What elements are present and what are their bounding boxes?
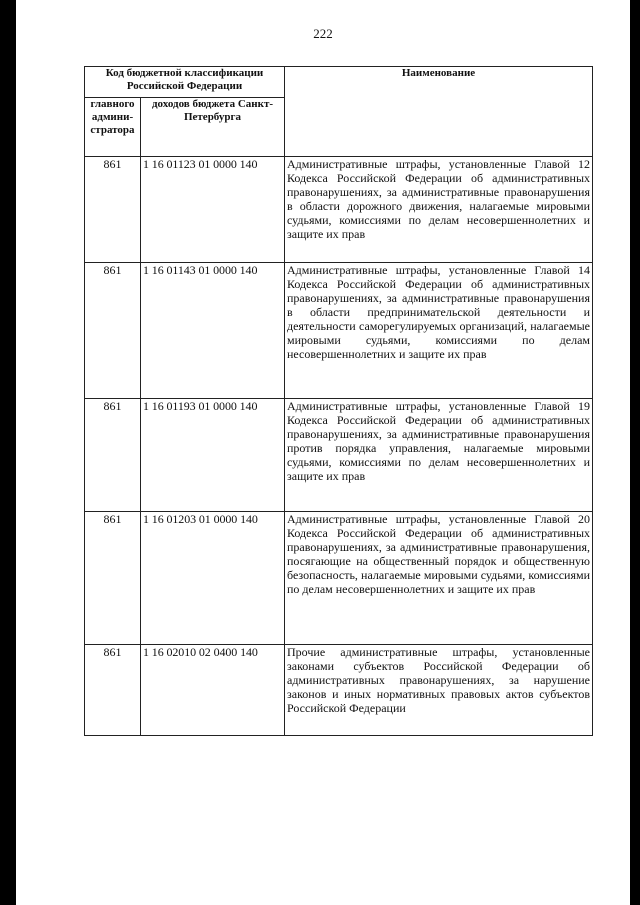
table-row [85,512,593,645]
header-name: Наименование [285,67,593,157]
table-row [85,645,593,736]
administrator-code-cell: 861 [85,157,141,263]
administrator-code-cell: 861 [85,512,141,645]
administrator-code-cell: 861 [85,645,141,736]
income-name-cell: Административные штрафы, установленные Главой 12 Кодекса Российской Федерации об административных правонарушениях, за административные правонарушения в области дорожного движения, налагаемые мировыми судьями, комиссиями по делам несовершеннолетних и защите их прав [285,157,593,263]
header-budget-income: доходов бюджета Санкт-Петербурга [141,98,285,157]
table-row [85,263,593,399]
income-name-cell: Административные штрафы, установленные Главой 14 Кодекса Российской Федерации об административных правонарушениях, за административные правонарушения в области предпринимательской деятельности и деятельности саморегулируемых организаций, налагаемые мировыми судьями, комиссиями по делам несовершеннолетних и защите их прав [285,263,593,399]
income-name-cell: Прочие административные штрафы, установленные законами субъектов Российской Федерации об административных правонарушениях, за нарушение законов и иных нормативных правовых актов субъектов Российской Федерации [285,645,593,736]
income-code-cell: 1 16 01143 01 0000 140 [141,263,285,399]
income-name-cell: Административные штрафы, установленные Главой 20 Кодекса Российской Федерации об административных правонарушениях, за административные правонарушения, посягающие на общественный порядок и общественную безопасность, налагаемые мировыми судьями, комиссиями по делам несовершеннолетних и защите их прав [285,512,593,645]
income-code-cell: 1 16 01193 01 0000 140 [141,399,285,512]
budget-classification-table [84,66,593,736]
income-code-cell: 1 16 01203 01 0000 140 [141,512,285,645]
income-code-cell: 1 16 02010 02 0400 140 [141,645,285,736]
document-page [16,0,630,905]
administrator-code-cell: 861 [85,263,141,399]
header-main-administrator: главного админи-стратора [85,98,141,157]
income-code-cell: 1 16 01123 01 0000 140 [141,157,285,263]
header-budget-classification-code: Код бюджетной классификации Российской Федерации [85,67,285,98]
administrator-code-cell: 861 [85,399,141,512]
income-name-cell: Административные штрафы, установленные Главой 19 Кодекса Российской Федерации об административных правонарушениях, за административные правонарушения против порядка управления, налагаемые мировыми судьями, комиссиями по делам несовершеннолетних и защите их прав [285,399,593,512]
table-row [85,399,593,512]
page-number: 222 [313,26,333,41]
table-row [85,157,593,263]
